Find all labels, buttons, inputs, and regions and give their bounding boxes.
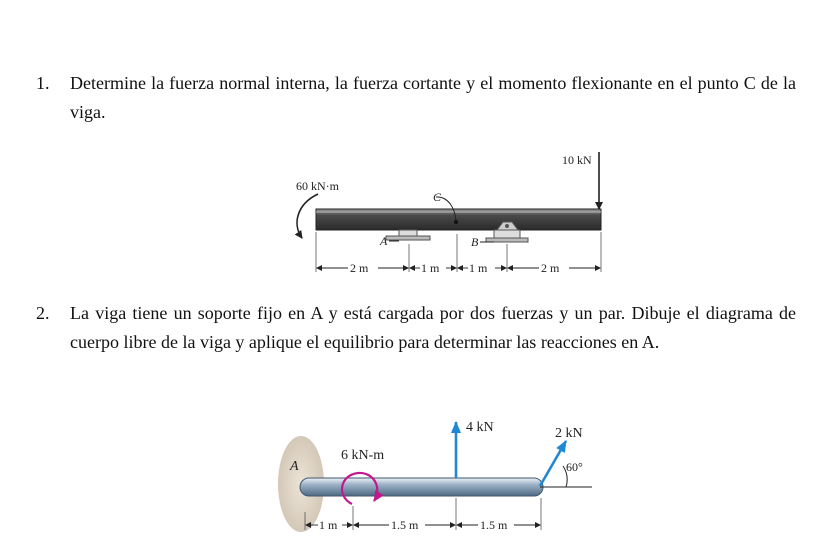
dim-1m-a: 1 m bbox=[421, 261, 440, 275]
problem-2-text: La viga tiene un soporte fijo en A y está cargada por dos fuerzas y un par. Dibuje el diagrama de cuerpo libre de la viga y aplique el equilibrio para determinar las reacciones en A. bbox=[70, 303, 796, 352]
problem-1-number: 1. bbox=[36, 73, 50, 93]
force-2kn-arrow bbox=[540, 441, 566, 486]
dim-1m-b: 1 m bbox=[469, 261, 488, 275]
cantilever-rod bbox=[300, 478, 543, 496]
dim2-1p5m-b: 1.5 m bbox=[480, 518, 508, 532]
angle-60-label: 60° bbox=[566, 460, 583, 474]
wall-point-a-label: A bbox=[290, 459, 299, 474]
point-c-label: C bbox=[433, 190, 442, 204]
support-b-label: B bbox=[471, 235, 479, 249]
dimension2-line-2 bbox=[354, 518, 455, 532]
support-a-label: A bbox=[380, 234, 388, 248]
dim-2m-left: 2 m bbox=[350, 261, 369, 275]
problem-2-number: 2. bbox=[36, 303, 50, 323]
force-2kn-label: 2 kN bbox=[555, 426, 583, 441]
problem-1-text: Determine la fuerza normal interna, la fuerza cortante y el momento flexionante en el punto C de la viga. bbox=[70, 73, 796, 122]
dim2-1p5m-a: 1.5 m bbox=[391, 518, 419, 532]
moment-60-label: 60 kN·m bbox=[296, 179, 339, 193]
dim2-1m: 1 m bbox=[319, 518, 338, 532]
moment-6-label: 6 kN-m bbox=[341, 448, 385, 463]
force-4kn-label: 4 kN bbox=[466, 420, 494, 435]
dim-2m-right: 2 m bbox=[541, 261, 560, 275]
force-10kn-label: 10 kN bbox=[562, 153, 592, 167]
dimension2-line-3 bbox=[457, 518, 540, 532]
